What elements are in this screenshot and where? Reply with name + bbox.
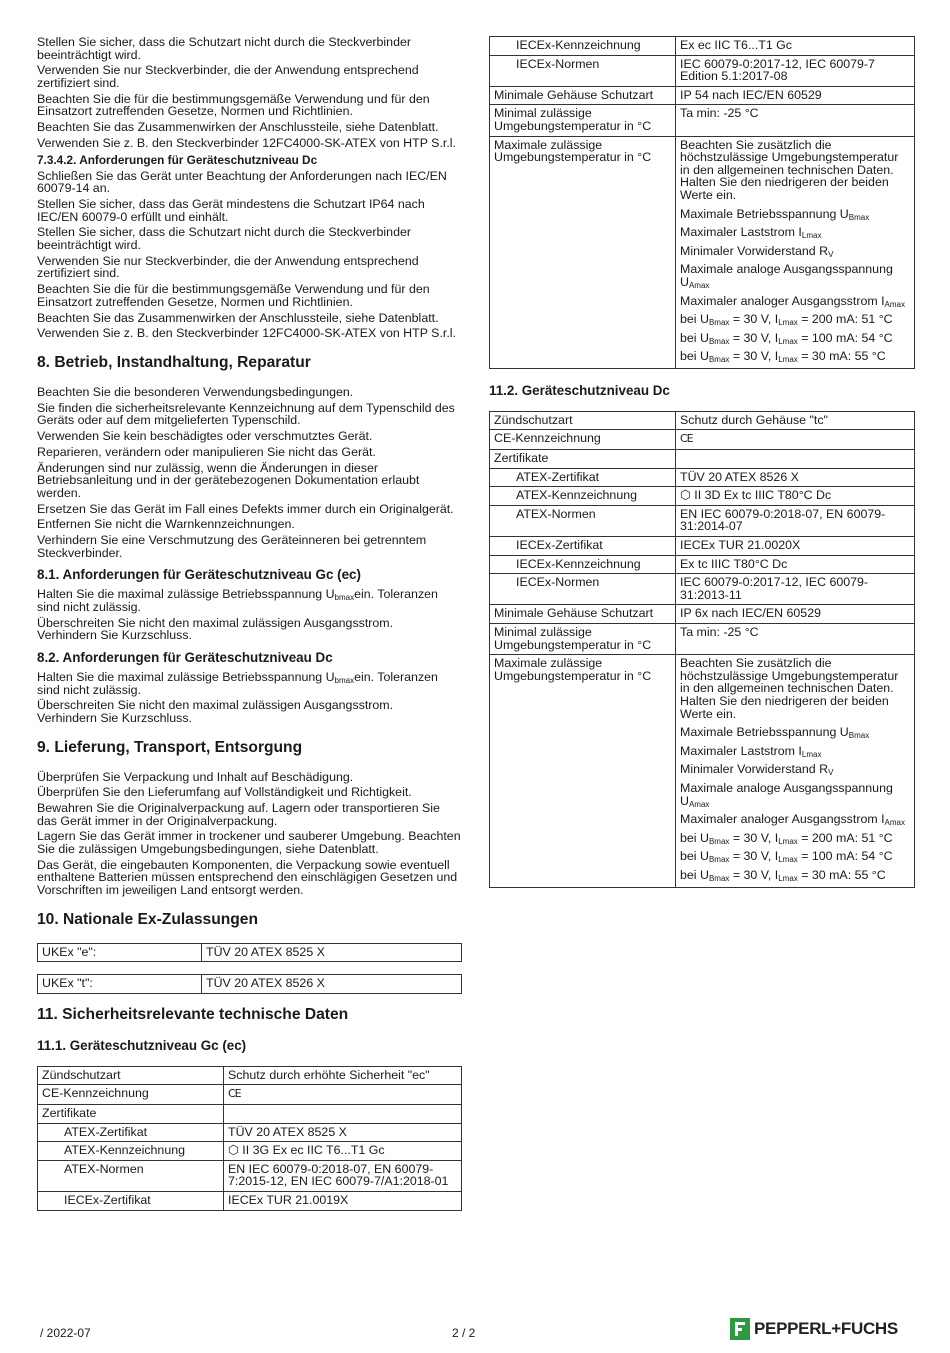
paragraph: Beachten Sie das Zusammenwirken der Anschlussteile, siehe Datenblatt. [37,310,439,325]
temp-line [680,332,910,345]
text-fragment: ein. Toleranzen sind nicht zulässig. [37,669,438,697]
table-row [38,943,462,962]
text-fragment: = 200 mA: 51 °C [797,312,893,327]
table-row [490,450,915,469]
temp-line [680,869,910,882]
subscript: Amax [884,818,905,828]
table-key: IECEx-Zertifikat [490,537,676,556]
text-fragment: = 30 V, I [729,330,779,345]
text-fragment: Maximaler Laststrom I [680,743,802,758]
table-key: Zertifikate [490,450,676,469]
text-fragment: Halten Sie die maximal zulässige Betriebsspannung U [37,669,335,684]
paragraph: Überprüfen Sie Verpackung und Inhalt auf Beschädigung. [37,769,354,784]
section-heading-81: 8.1. Anforderungen für Geräteschutzniveau Gc (ec) [37,567,361,583]
table-key: IECEx-Zertifikat [38,1191,224,1210]
paragraph: Schließen Sie das Gerät unter Beachtung der Anforderungen nach IEC/EN 60079-14 an. [37,168,447,196]
text-fragment: Minimaler Vorwiderstand R [680,243,829,258]
text-fragment: bei U [680,330,709,345]
table-row [490,655,915,887]
subscript: Lmax [778,836,798,846]
table-key: Minimale Gehäuse Schutzart [490,86,676,105]
table-value [676,655,915,887]
paragraph: Stellen Sie sicher, dass die Schutzart nicht durch die Steckverbinder beeinträchtigt wird. [37,225,411,253]
table-key: UKEx "t": [38,975,202,994]
footer-date: / 2022-07 [40,1326,91,1340]
text-fragment: bei U [680,867,709,882]
left-column [37,36,462,1211]
paragraph: Überprüfen Sie den Lieferumfang auf Vollständigkeit und Richtigkeit. [37,785,412,800]
text-fragment: = 30 mA: 55 °C [797,867,886,882]
table-value: IEC 60079-0:2017-12, IEC 60079-31:2013-11 [676,574,915,605]
paragraph: Beachten Sie das Zusammenwirken der Anschlussteile, siehe Datenblatt. [37,120,439,135]
temp-line [680,832,910,845]
paragraph: Verwenden Sie kein beschädigtes oder verschmutztes Gerät. [37,429,373,444]
text-fragment: Maximale Betriebsspannung U [680,725,849,740]
subscript: Lmax [801,749,822,759]
table-key: IECEx-Normen [490,574,676,605]
paragraph: Verhindern Sie Kurzschluss. [37,710,192,725]
paragraph: Verwenden Sie z. B. den Steckverbinder 12FC4000-SK-ATEX von HTP S.r.l. [37,135,456,150]
table-row [490,605,915,624]
paragraph: Das Gerät, die eingebauten Komponenten, die Verpackung sowie eventuell enthaltene Batterien müssen entsprechend den einschlägigen Gesetzen und Vorschriften im jeweiligen Land entsorgt werden. [37,857,458,897]
paragraph: Beachten Sie die besonderen Verwendungsbedingungen. [37,384,354,399]
subscript: Bmax [708,318,730,328]
table-row [490,624,915,655]
table-row [38,1142,462,1161]
param-line [680,226,910,239]
table-key: Minimal zulässige Umgebungstemperatur in °C [490,624,676,655]
table-row [38,1160,462,1191]
table-key: Minimale Gehäuse Schutzart [490,605,676,624]
paragraph: Stellen Sie sicher, dass das Gerät mindestens die Schutzart IP64 nach IEC/EN 60079-0 erfüllt und einhält. [37,197,425,224]
table-value [224,1104,462,1123]
table-row [490,136,915,368]
paragraph: Beachten Sie die für die bestimmungsgemäße Verwendung und für den Einsatzort zutreffenden Gesetze, Normen und Richtlinien. [37,282,430,309]
table-key: ATEX-Normen [38,1160,224,1191]
section-heading-112: 11.2. Geräteschutzniveau Dc [489,382,670,398]
paragraph: Änderungen sind nur zulässig, wenn die Änderungen in dieser Betriebsanleitung und in der gerätebezogenen Dokumentation erlaubt werden. [37,460,420,500]
table-value [676,430,915,450]
table-value: TÜV 20 ATEX 8526 X [202,975,462,994]
text-fragment: bei U [680,312,709,327]
table-row [490,86,915,105]
table-value: Ex ec IIC T6...T1 Gc [676,37,915,56]
subscript: Lmax [778,355,798,365]
text-fragment: = 100 mA: 54 °C [797,330,893,345]
ex-hexagon-icon: ⬡ [680,488,695,503]
table-key: CE-Kennzeichnung [490,430,676,450]
subscript: Lmax [778,336,798,346]
subscript: Amax [884,299,905,309]
table-row [490,105,915,136]
table-gc-ec-continued [489,36,915,369]
text-fragment: Maximaler analoger Ausgangsstrom I [680,812,885,827]
subscript: Bmax [708,836,730,846]
text-fragment: bei U [680,830,709,845]
table-value: Schutz durch Gehäuse "tc" [676,411,915,430]
section-heading-8: 8. Betrieb, Instandhaltung, Reparatur [37,353,311,371]
text-fragment: Maximaler Laststrom I [680,225,802,240]
table-value: IECEx TUR 21.0019X [224,1191,462,1210]
table-value: IECEx TUR 21.0020X [676,537,915,556]
note-text: Beachten Sie zusätzlich die höchstzulässige Umgebungstemperatur in den allgemeinen technischen Daten. Halten Sie den niedrigeren der beiden Werte ein. [680,137,899,202]
paragraph: Beachten Sie die für die bestimmungsgemäße Verwendung und für den Einsatzort zutreffenden Gesetze, Normen und Richtlinien. [37,91,430,119]
subscript: Bmax [848,212,870,222]
param-line [680,782,910,807]
logo-text: PEPPERL+FUCHS [754,1319,898,1338]
text-fragment: bei U [680,849,709,864]
param-line [680,726,910,739]
table-row [490,430,915,450]
ce-mark-icon: CE [680,432,693,446]
param-line [680,763,910,776]
text-fragment: II 3D Ex tc IIIC T80°C Dc [694,488,832,503]
table-key: IECEx-Kennzeichnung [490,37,676,56]
table-value: TÜV 20 ATEX 8525 X [224,1123,462,1142]
param-line [680,295,910,308]
table-key: ATEX-Zertifikat [38,1123,224,1142]
table-row [490,37,915,56]
table-key: ATEX-Kennzeichnung [490,487,676,506]
table-value [676,487,915,506]
table-key: ATEX-Normen [490,505,676,536]
table-value: EN IEC 60079-0:2018-07, EN 60079-31:2014-07 [676,505,915,536]
table-row [38,1123,462,1142]
text-fragment: Maximale analoge Ausgangsspannung U [680,780,893,808]
table-key: IECEx-Normen [490,55,676,86]
subscript: Bmax [708,855,730,865]
table-value: IEC 60079-0:2017-12, IEC 60079-7 Edition 5.1:2017-08 [676,55,915,86]
text-fragment: Halten Sie die maximal zulässige Betriebsspannung U [37,587,335,602]
param-line [680,813,910,826]
section-heading-11: 11. Sicherheitsrelevante technische Daten [37,1005,349,1023]
table-row [490,411,915,430]
paragraph: Verwenden Sie nur Steckverbinder, die der Anwendung entsprechend zertifiziert sind. [37,63,419,90]
temp-line [680,850,910,863]
company-logo [730,1318,898,1340]
paragraph: Sie finden die sicherheitsrelevante Kennzeichnung auf dem Typenschild des Geräts oder auf dem mitgelieferten Typenschild. [37,400,455,428]
subscript: Lmax [778,855,798,865]
text-fragment: = 30 V, I [729,867,779,882]
page-number: 2 / 2 [452,1326,476,1340]
table-value: Ex tc IIIC T80°C Dc [676,555,915,574]
section-heading-10: 10. Nationale Ex-Zulassungen [37,910,258,928]
paragraph: Lagern Sie das Gerät immer in trockener und sauberer Umgebung. Beachten Sie die zulässigen Umgebungsbedingungen, siehe Datenblatt. [37,829,461,857]
paragraph: Verhindern Sie eine Verschmutzung des Geräteinneren bei getrenntem Steckverbinder. [37,533,427,560]
subscript: Bmax [708,873,730,883]
ukex-t-table [37,974,462,994]
table-value: IP 6x nach IEC/EN 60529 [676,605,915,624]
section-heading-111: 11.1. Geräteschutzniveau Gc (ec) [37,1037,247,1053]
ukex-e-table [37,943,462,963]
temp-line [680,313,910,326]
table-row [490,468,915,487]
paragraph: Überschreiten Sie nicht den maximal zulässigen Ausgangsstrom. [37,698,394,713]
section-heading-9: 9. Lieferung, Transport, Entsorgung [37,738,303,756]
table-value [224,1142,462,1161]
table-value [676,136,915,368]
subscript: Bmax [708,336,730,346]
subscript: Lmax [801,231,822,241]
param-line [680,745,910,758]
text-fragment: Maximale Betriebsspannung U [680,206,849,221]
intro-lines [37,36,462,150]
paragraph: Verwenden Sie z. B. den Steckverbinder 12FC4000-SK-ATEX von HTP S.r.l. [37,326,456,341]
text-fragment: bei U [680,349,709,364]
param-line [680,208,910,221]
text-fragment: = 30 V, I [729,349,779,364]
section-heading-82: 8.2. Anforderungen für Geräteschutzniveau Dc [37,649,333,665]
paragraph [37,588,462,613]
paragraph: Ersetzen Sie das Gerät im Fall eines Defekts immer durch ein Originalgerät. [37,501,454,516]
table-value: TÜV 20 ATEX 8526 X [676,468,915,487]
table-key: UKEx "e": [38,943,202,962]
text-fragment: = 30 V, I [729,830,779,845]
table-key: Zündschutzart [490,411,676,430]
paragraph: Reparieren, verändern oder manipulieren Sie nicht das Gerät. [37,444,376,459]
text-fragment: = 30 V, I [729,312,779,327]
table-key: Maximale zulässige Umgebungstemperatur in °C [490,136,676,368]
subscript: Bmax [708,355,730,365]
table-key: Minimal zulässige Umgebungstemperatur in °C [490,105,676,136]
table-value: IP 54 nach IEC/EN 60529 [676,86,915,105]
table-row [490,555,915,574]
table-value: Ta min: -25 °C [676,105,915,136]
table-row [38,1191,462,1210]
paragraph: Verhindern Sie Kurzschluss. [37,628,192,643]
table-key: Zündschutzart [38,1066,224,1085]
table-row [38,1066,462,1085]
table-key: Zertifikate [38,1104,224,1123]
text-fragment: Maximale analoge Ausgangsspannung U [680,262,893,289]
table-key: CE-Kennzeichnung [38,1085,224,1105]
note-text: Beachten Sie zusätzlich die höchstzulässige Umgebungstemperatur in den allgemeinen technischen Daten. Halten Sie den niedrigeren der beiden Werte ein. [680,656,899,721]
right-column [489,36,915,888]
section-heading-7342: 7.3.4.2. Anforderungen für Geräteschutzniveau Dc [37,152,318,167]
table-value [676,450,915,469]
text-fragment: = 30 V, I [729,849,779,864]
subscript: V [828,249,834,259]
table-row [490,55,915,86]
text-fragment: ein. Toleranzen sind nicht zulässig. [37,587,438,614]
table-value: Schutz durch erhöhte Sicherheit "ec" [224,1066,462,1085]
table-dc [489,411,915,888]
table-gc-ec [37,1066,462,1211]
table-row [38,1104,462,1123]
subscript: Bmax [848,731,870,741]
text-fragment: Maximaler analoger Ausgangsstrom I [680,293,885,308]
temp-line [680,350,910,363]
subscript: Amax [688,799,710,809]
table-value: TÜV 20 ATEX 8525 X [202,943,462,962]
text-fragment: Minimaler Vorwiderstand R [680,762,829,777]
paragraph: Entfernen Sie nicht die Warnkennzeichnungen. [37,517,295,532]
table-row [38,975,462,994]
table-key: Maximale zulässige Umgebungstemperatur in °C [490,655,676,887]
paragraph [37,671,462,696]
paragraph: Überschreiten Sie nicht den maximal zulässigen Ausgangsstrom. [37,615,394,630]
table-key: ATEX-Zertifikat [490,468,676,487]
table-value: EN IEC 60079-0:2018-07, EN 60079-7:2015-12, EN IEC 60079-7/A1:2018-01 [224,1160,462,1191]
table-value: Ta min: -25 °C [676,624,915,655]
text-fragment: = 200 mA: 51 °C [797,830,893,845]
table-row [490,505,915,536]
text-fragment: II 3G Ex ec IIC T6...T1 Gc [242,1143,385,1158]
param-line [680,245,910,258]
subscript: Lmax [778,873,798,883]
text-fragment: = 100 mA: 54 °C [797,849,893,864]
table-row [38,1085,462,1105]
subscript: V [828,768,834,778]
table-row [490,487,915,506]
subscript: bmax [334,675,355,685]
subscript: Lmax [778,318,798,328]
paragraph: Bewahren Sie die Originalverpackung auf. Lagern oder transportieren Sie das Gerät immer in der Originalverpackung. [37,801,440,828]
table-key: ATEX-Kennzeichnung [38,1142,224,1161]
param-line [680,263,910,288]
table-value [224,1085,462,1105]
table-row [490,574,915,605]
text-fragment: = 30 mA: 55 °C [797,349,886,364]
table-row [490,537,915,556]
paragraph: Verwenden Sie nur Steckverbinder, die der Anwendung entsprechend zertifiziert sind. [37,253,419,281]
paragraph: Stellen Sie sicher, dass die Schutzart nicht durch die Steckverbinder beeinträchtigt wird. [37,35,411,62]
ex-hexagon-icon: ⬡ [228,1143,243,1158]
table-key: IECEx-Kennzeichnung [490,555,676,574]
subscript: Amax [688,280,710,290]
logo-mark-icon [730,1318,750,1340]
subscript: bmax [334,593,355,603]
ce-mark-icon: CE [228,1087,241,1101]
